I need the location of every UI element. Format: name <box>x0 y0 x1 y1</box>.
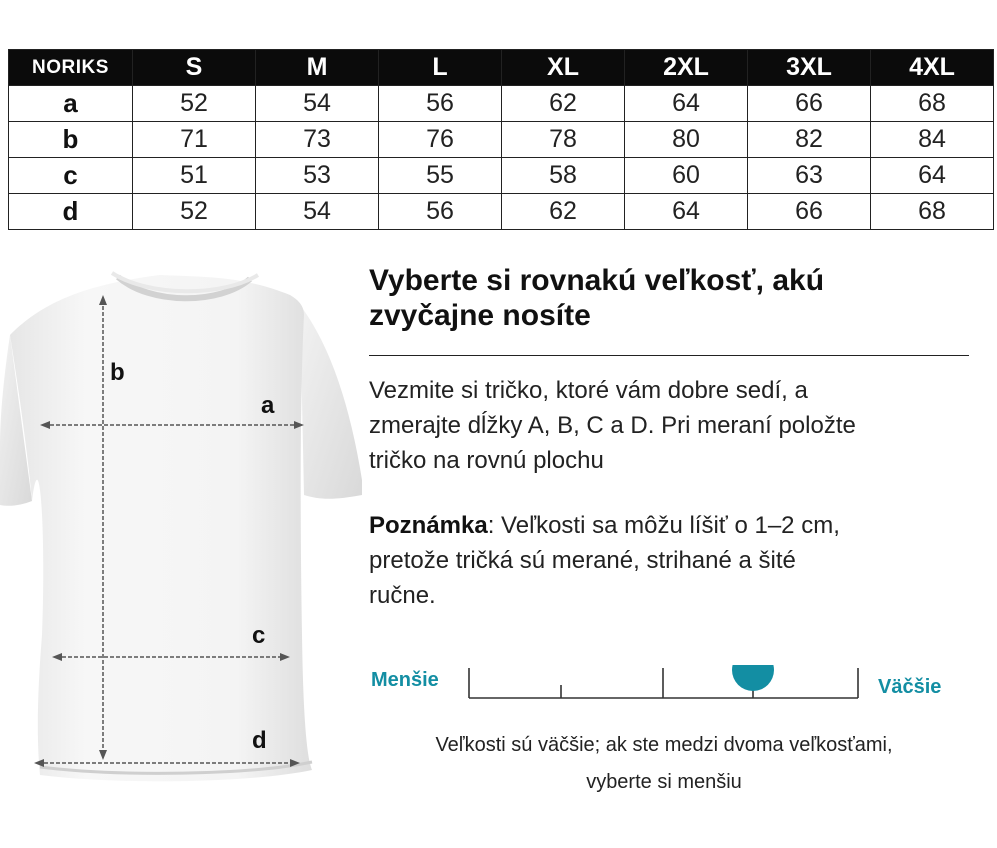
table-cell: 64 <box>871 158 994 194</box>
size-header: 2XL <box>625 50 748 86</box>
table-cell: 58 <box>502 158 625 194</box>
table-cell: 71 <box>133 122 256 158</box>
fit-indicator <box>732 665 774 691</box>
table-cell: 64 <box>625 194 748 230</box>
tshirt-icon <box>0 255 362 843</box>
fit-scale <box>467 665 860 700</box>
table-cell: 66 <box>748 86 871 122</box>
table-cell: 82 <box>748 122 871 158</box>
table-cell: 53 <box>256 158 379 194</box>
tshirt-illustration <box>0 255 362 843</box>
table-cell: 84 <box>871 122 994 158</box>
size-header: M <box>256 50 379 86</box>
table-cell: 62 <box>502 86 625 122</box>
dimension-c-label: c <box>252 622 266 649</box>
size-header: 3XL <box>748 50 871 86</box>
table-cell: 54 <box>256 86 379 122</box>
instruction-line: tričko na rovnú plochu <box>369 447 604 474</box>
dimension-d-label: d <box>252 727 267 754</box>
size-note <box>369 508 979 613</box>
table-cell: 78 <box>502 122 625 158</box>
row-label: b <box>9 122 133 158</box>
table-cell: 56 <box>379 194 502 230</box>
table-cell: 73 <box>256 122 379 158</box>
table-cell: 55 <box>379 158 502 194</box>
instruction-line: zmerajte dĺžky A, B, C a D. Pri meraní položte <box>369 412 856 439</box>
note-label: Poznámka <box>369 512 488 539</box>
table-cell: 66 <box>748 194 871 230</box>
table-cell: 68 <box>871 194 994 230</box>
measurement-instructions <box>369 373 979 478</box>
size-header-row <box>9 50 994 86</box>
table-cell: 62 <box>502 194 625 230</box>
size-header: XL <box>502 50 625 86</box>
table-cell: 52 <box>133 194 256 230</box>
size-header: S <box>133 50 256 86</box>
heading-line: Vyberte si rovnakú veľkosť, akú <box>369 264 825 297</box>
size-header: L <box>379 50 502 86</box>
heading-line: zvyčajne nosíte <box>369 299 591 332</box>
scale-larger-label: Väčšie <box>878 676 942 698</box>
size-header: 4XL <box>871 50 994 86</box>
dimension-b-label: b <box>110 359 125 386</box>
table-cell: 56 <box>379 86 502 122</box>
table-cell: 80 <box>625 122 748 158</box>
row-label: a <box>9 86 133 122</box>
note-line: ručne. <box>369 582 436 609</box>
table-cell: 63 <box>748 158 871 194</box>
caption-line: Veľkosti sú väčšie; ak ste medzi dvoma veľkosťami, <box>435 734 893 756</box>
table-cell: 51 <box>133 158 256 194</box>
table-row <box>9 194 994 230</box>
table-cell: 64 <box>625 86 748 122</box>
table-cell: 68 <box>871 86 994 122</box>
fit-caption <box>330 727 997 801</box>
note-line: : Veľkosti sa môžu líšiť o 1–2 cm, <box>487 512 840 539</box>
divider <box>369 355 969 356</box>
brand-header: NORIKS <box>9 50 133 86</box>
table-cell: 52 <box>133 86 256 122</box>
table-cell: 54 <box>256 194 379 230</box>
row-label: d <box>9 194 133 230</box>
row-label: c <box>9 158 133 194</box>
instruction-line: Vezmite si tričko, ktoré vám dobre sedí, a <box>369 377 808 404</box>
table-row <box>9 86 994 122</box>
caption-line: vyberte si menšiu <box>586 771 742 793</box>
table-cell: 76 <box>379 122 502 158</box>
table-row <box>9 122 994 158</box>
table-row <box>9 158 994 194</box>
table-cell: 60 <box>625 158 748 194</box>
note-line: pretože tričká sú merané, strihané a šité <box>369 547 796 574</box>
dimension-a-label: a <box>261 392 275 419</box>
scale-smaller-label: Menšie <box>371 669 439 691</box>
page-title <box>369 263 969 333</box>
size-table <box>8 49 994 230</box>
